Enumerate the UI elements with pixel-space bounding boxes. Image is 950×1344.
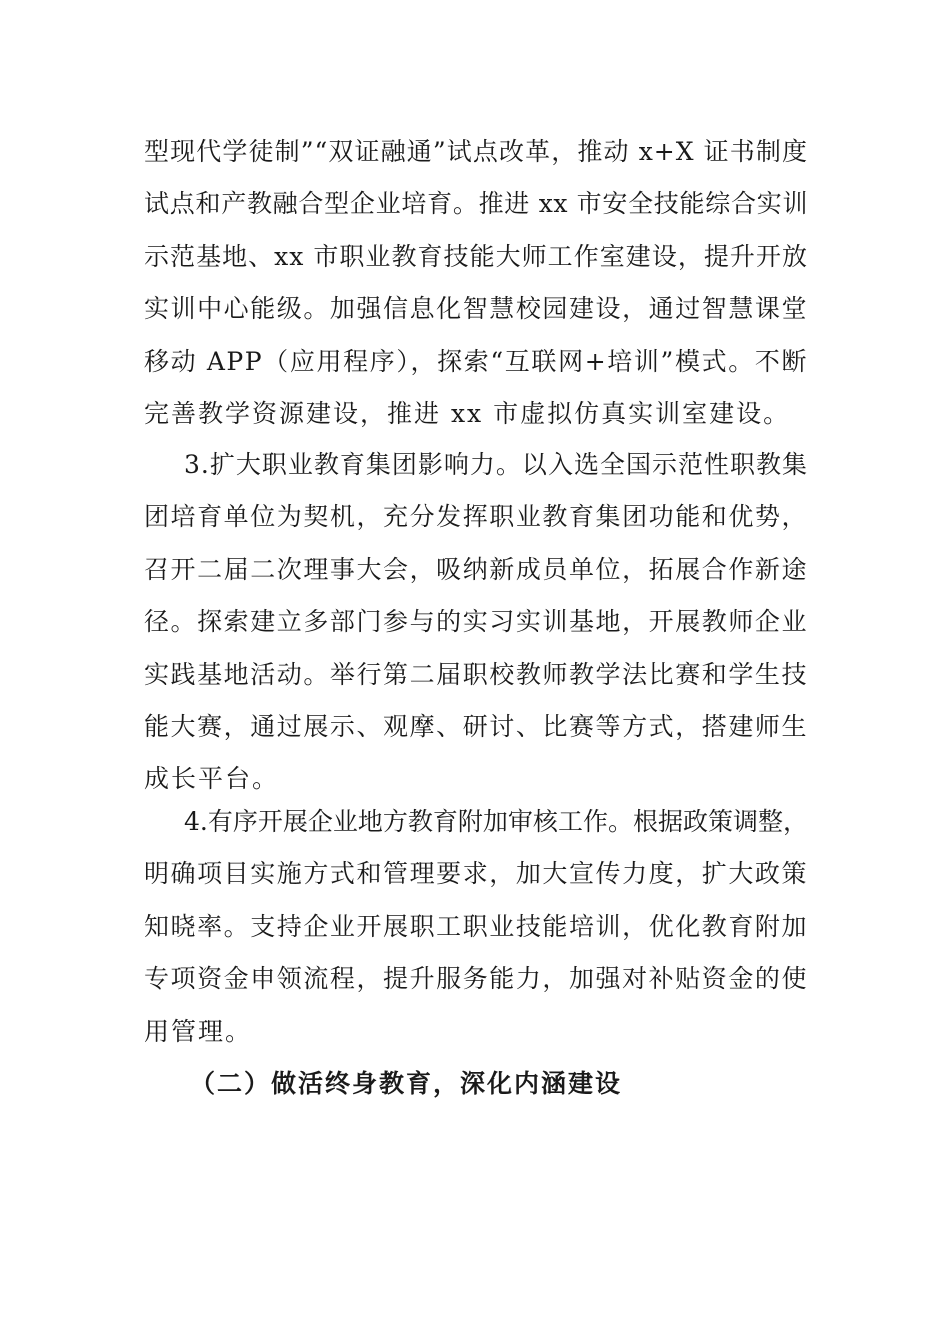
paragraph-line: 明确项目实施方式和管理要求，加大宣传力度，扩大政策 bbox=[144, 859, 808, 889]
paragraph-line: 型现代学徒制”“双证融通”试点改革，推动 x+X 证书制度 bbox=[144, 137, 808, 166]
paragraph-line: 实训中心能级。加强信息化智慧校园建设，通过智慧课堂 bbox=[144, 294, 808, 324]
paragraph-line: 知晓率。支持企业开展职工职业技能培训，优化教育附加 bbox=[144, 911, 808, 941]
paragraph-1 bbox=[144, 126, 808, 440]
paragraph-line: 试点和产教融合型企业培育。推进 xx 市安全技能综合实训 bbox=[144, 189, 808, 219]
paragraph-line: 4.有序开展企业地方教育附加审核工作。根据政策调整， bbox=[184, 807, 808, 836]
paragraph-line: 径。探索建立多部门参与的实习实训基地，开展教师企业 bbox=[144, 607, 808, 637]
section-heading: （二）做活终身教育，深化内涵建设 bbox=[190, 1069, 623, 1098]
paragraph-line: 团培育单位为契机，充分发挥职业教育集团功能和优势， bbox=[144, 502, 808, 532]
paragraph-line: 用管理。 bbox=[144, 1016, 253, 1046]
paragraph-2 bbox=[144, 439, 808, 806]
paragraph-line: 示范基地、xx 市职业教育技能大师工作室建设，提升开放 bbox=[144, 241, 808, 271]
paragraph-line: 3.扩大职业教育集团影响力。以入选全国示范性职教集 bbox=[184, 450, 808, 479]
paragraph-3 bbox=[144, 796, 808, 1058]
paragraph-line: 专项资金申领流程，提升服务能力，加强对补贴资金的使 bbox=[144, 964, 808, 994]
paragraph-line: 完善教学资源建设，推进 xx 市虚拟仿真实训室建设。 bbox=[144, 398, 791, 428]
paragraph-line: 能大赛，通过展示、观摩、研讨、比赛等方式，搭建师生 bbox=[144, 711, 808, 741]
paragraph-line: 实践基地活动。举行第二届职校教师教学法比赛和学生技 bbox=[144, 659, 808, 689]
paragraph-line: 移动 APP（应用程序），探索“互联网+培训”模式。不断 bbox=[144, 346, 808, 376]
paragraph-line: 召开二届二次理事大会，吸纳新成员单位，拓展合作新途 bbox=[144, 554, 808, 584]
paragraph-line: 成长平台。 bbox=[144, 764, 280, 794]
